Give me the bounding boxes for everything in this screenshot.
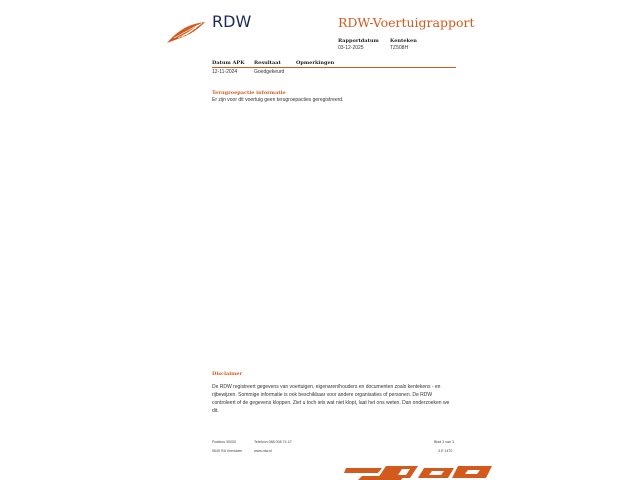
kenteken-label: Kenteken	[390, 38, 417, 44]
footer-postbus: Postbus 30000	[212, 440, 236, 444]
footer-telefoon: Telefoon 088 008 74 47	[254, 440, 292, 444]
brand-name: RDW	[212, 12, 252, 31]
disclaimer-text: De RDW registreert gegevens van voertuigen, eigenaren/houders en documenten zoals kentekens - en rijbewijzen. Sommige informatie is ook beschikbaar voor andere organisaties of personen. De RDW controleert of de gegevens kloppen. Ziet u toch iets wat niet klopt, laat het ons weten. Dan onderzoeken we dit.	[212, 384, 450, 414]
rdw-logo-feather-icon	[166, 20, 206, 44]
footer-website: www.rdw.nl	[254, 449, 272, 453]
apk-date-cell: 12-11-2024	[212, 69, 238, 75]
rapportdatum-label: Rapportdatum	[338, 38, 379, 44]
table-divider	[212, 67, 456, 68]
kenteken-value: TZ508H	[390, 45, 409, 51]
report-title: RDW-Voertuigrapport	[338, 15, 475, 30]
column-header-opmerkingen: Opmerkingen	[296, 60, 335, 66]
disclaimer-title: Disclaimer	[212, 371, 243, 377]
footer-page-number: Blad 3 van 3	[434, 440, 454, 444]
recall-text: Er zijn voor dit voertuig geen terugroepacties geregistreerd.	[212, 97, 344, 103]
recall-title: Terugroepactie informatie	[212, 90, 286, 96]
footer-city: 9640 RA Veendam	[212, 449, 242, 453]
column-header-resultaat: Resultaat	[254, 60, 281, 66]
apk-result-cell: Goedgekeurd	[254, 69, 285, 75]
rdw-stripes-icon	[344, 464, 494, 480]
footer-code: 3 E 1470	[438, 449, 453, 453]
rapportdatum-value: 03-12-2025	[338, 45, 364, 51]
column-header-datum-apk: Datum APK	[212, 60, 245, 66]
